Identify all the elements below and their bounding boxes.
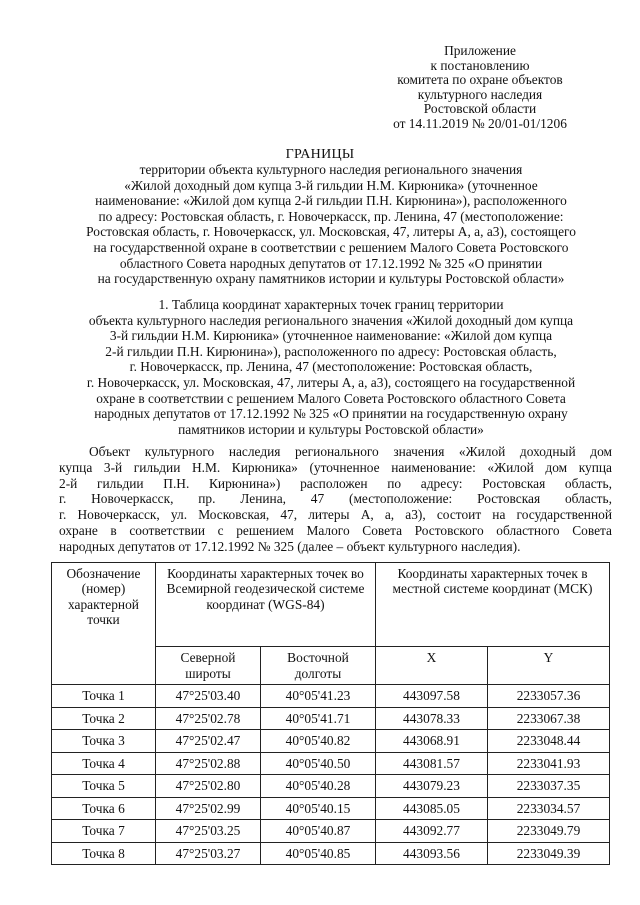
east-cell: 40°05'40.50: [261, 752, 376, 775]
y-cell: 2233057.36: [488, 685, 610, 708]
appendix-line: от 14.11.2019 № 20/01-01/1206: [393, 115, 567, 131]
appendix-line: Ростовской области: [423, 101, 537, 117]
paragraph-line: купца 3-й гильдии Н.М. Кирюника» (уточненное наименование: «Жилой дом купца: [59, 459, 612, 475]
appendix-line: комитета по охране объектов: [397, 72, 563, 88]
east-cell: 40°05'40.87: [261, 820, 376, 843]
subtitle-line: областного Совета народных депутатов от 17.12.1992 № 325 «О принятии: [119, 255, 543, 271]
y-cell: 2233049.39: [488, 842, 610, 865]
appendix-block: [360, 44, 600, 132]
caption-line: объекта культурного наследия регионального значения «Жилой доходный дом купца: [88, 312, 574, 328]
table-row: [52, 752, 610, 775]
y-cell: 2233048.44: [488, 730, 610, 753]
x-cell: 443092.77: [376, 820, 488, 843]
north-cell: 47°25'03.25: [156, 820, 261, 843]
paragraph-line: охране в соответствии с решением Малого Совета Ростовского областного Совета: [59, 522, 612, 538]
point-cell: Точка 1: [52, 685, 156, 708]
subtitle-line: на государственной охране в соответствии с решением Малого Совета Ростовского: [93, 239, 569, 255]
y-cell: 2233041.93: [488, 752, 610, 775]
subtitle-line: по адресу: Ростовская область, г. Новочеркасск, пр. Ленина, 47 (местоположение:: [98, 208, 564, 224]
table-row: [52, 820, 610, 843]
paragraph-line: Объект культурного наследия регионального значения «Жилой доходный дом: [89, 444, 612, 459]
x-cell: 443093.56: [376, 842, 488, 865]
y-cell: 2233067.38: [488, 707, 610, 730]
east-cell: 40°05'40.82: [261, 730, 376, 753]
coordinates-table: [51, 562, 610, 865]
table-row: [52, 707, 610, 730]
east-cell: 40°05'40.28: [261, 775, 376, 798]
header-x-label: X: [376, 647, 488, 685]
x-cell: 443097.58: [376, 685, 488, 708]
header-y-label: Y: [488, 647, 610, 685]
appendix-line: к постановлению: [430, 57, 530, 73]
paragraph-line: г. Новочеркасск, ул. Московская, 47, литеры А, а, а3), состоит на государственной: [59, 507, 612, 523]
caption-line: охране в соответствии с решением Малого Совета Ростовского областного Совета: [96, 390, 566, 406]
y-cell: 2233037.35: [488, 775, 610, 798]
appendix-line: Приложение: [444, 43, 516, 58]
north-cell: 47°25'02.80: [156, 775, 261, 798]
appendix-line: культурного наследия: [417, 86, 543, 102]
caption-line: 2-й гильдии П.Н. Кирюнина»), расположенного по адресу: Ростовская область,: [105, 343, 557, 359]
north-cell: 47°25'02.88: [156, 752, 261, 775]
east-cell: 40°05'41.23: [261, 685, 376, 708]
north-cell: 47°25'02.99: [156, 797, 261, 820]
point-cell: Точка 7: [52, 820, 156, 843]
caption-line: памятников истории и культуры Ростовской области»: [178, 421, 484, 437]
paragraph-line: г. Новочеркасск, пр. Ленина, 47 (местоположение: Ростовская область,: [59, 491, 612, 507]
point-cell: Точка 6: [52, 797, 156, 820]
table-row: [52, 685, 610, 708]
x-cell: 443078.33: [376, 707, 488, 730]
subtitle-line: Ростовская область, г. Новочеркасск, ул. Московская, 47, литеры А, а, а3), состоящего: [86, 224, 576, 240]
table-row: [52, 842, 610, 865]
paragraph-line: народных депутатов от 17.12.1992 № 325 (далее – объект культурного наследия).: [59, 538, 521, 554]
caption-line: народных депутатов от 17.12.1992 № 325 «О принятии на государственную охрану: [94, 406, 568, 422]
east-cell: 40°05'41.71: [261, 707, 376, 730]
header-wgs-label: Координаты характерных точек во Всемирной геодезической системе координат (WGS-84): [156, 563, 376, 647]
table-row: [52, 797, 610, 820]
north-cell: 47°25'02.78: [156, 707, 261, 730]
document-title: ГРАНИЦЫ: [285, 147, 355, 162]
header-north-label: Северной широты: [156, 647, 261, 685]
table-row: [52, 775, 610, 798]
subtitle-line: «Жилой доходный дом купца 3-й гильдии Н.М. Кирюника» (уточненное: [124, 177, 538, 193]
document-subtitle: [50, 162, 612, 287]
caption-line: 1. Таблица координат характерных точек границ территории: [158, 297, 504, 312]
x-cell: 443079.23: [376, 775, 488, 798]
subtitle-line: наименование: «Жилой дом купца 2-й гильдии П.Н. Кирюнина»), расположенного: [95, 193, 567, 209]
table-caption: [50, 297, 612, 437]
y-cell: 2233034.57: [488, 797, 610, 820]
point-cell: Точка 8: [52, 842, 156, 865]
x-cell: 443085.05: [376, 797, 488, 820]
north-cell: 47°25'03.27: [156, 842, 261, 865]
point-cell: Точка 2: [52, 707, 156, 730]
header-east-label: Восточной долготы: [261, 647, 376, 685]
table-row: [52, 730, 610, 753]
subtitle-line: на государственную охрану памятников истории и культуры Ростовской области»: [97, 271, 565, 287]
y-cell: 2233049.79: [488, 820, 610, 843]
point-cell: Точка 5: [52, 775, 156, 798]
caption-line: г. Новочеркасск, пр. Ленина, 47 (местоположение: Ростовская область,: [129, 359, 533, 375]
subtitle-line: территории объекта культурного наследия регионального значения: [139, 162, 523, 177]
east-cell: 40°05'40.85: [261, 842, 376, 865]
north-cell: 47°25'02.47: [156, 730, 261, 753]
north-cell: 47°25'03.40: [156, 685, 261, 708]
x-cell: 443068.91: [376, 730, 488, 753]
caption-line: 3-й гильдии Н.М. Кирюника» (уточненное наименование: «Жилой дом купца: [109, 328, 553, 344]
header-msk-label: Координаты характерных точек в местной системе координат (МСК): [376, 563, 610, 647]
paragraph-line: 2-й гильдии П.Н. Кирюнина») расположен по адресу: Ростовская область,: [59, 475, 612, 491]
x-cell: 443081.57: [376, 752, 488, 775]
caption-line: г. Новочеркасск, ул. Московская, 47, литеры А, а, а3), состоящего на государственной: [86, 374, 576, 390]
point-cell: Точка 3: [52, 730, 156, 753]
header-point-label: Обозначение (номер) характерной точки: [52, 563, 156, 685]
east-cell: 40°05'40.15: [261, 797, 376, 820]
description-paragraph: [59, 444, 612, 555]
point-cell: Точка 4: [52, 752, 156, 775]
